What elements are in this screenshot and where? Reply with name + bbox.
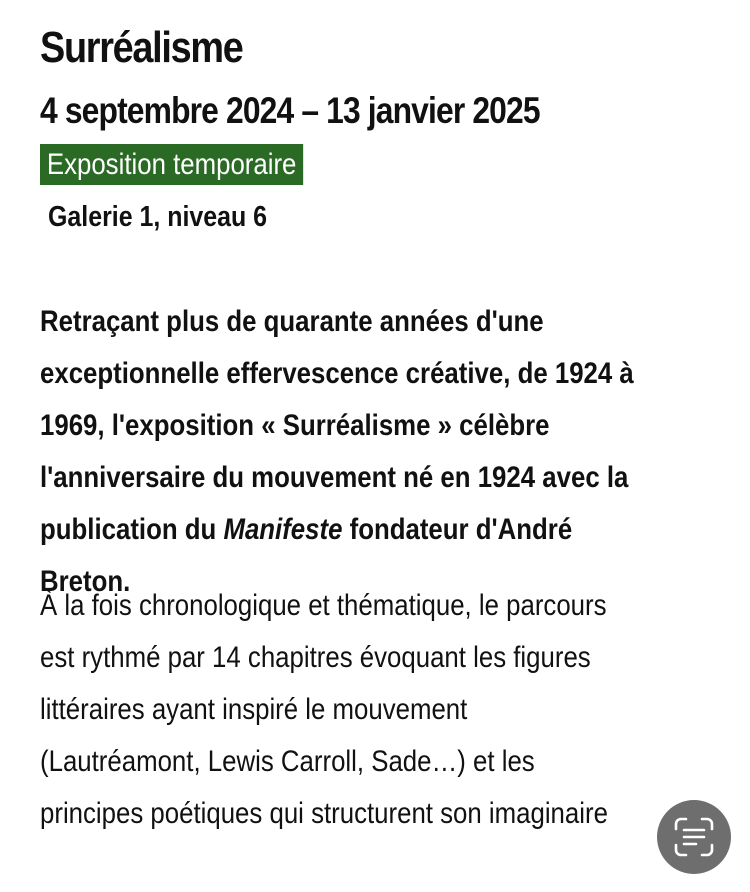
intro-text: fondateur d'André [342,513,573,546]
intro-paragraph [40,296,711,608]
intro-line: l'anniversaire du mouvement né en 1924 avec la [40,461,629,494]
body-line: littéraires ayant inspiré le mouvement [40,693,468,726]
body-line: À la fois chronologique et thématique, le parcours [40,589,607,622]
body-paragraph [40,580,711,840]
exhibition-info [40,18,710,840]
exhibition-dates: 4 septembre 2024 – 13 janvier 2025 [40,90,540,131]
exhibition-location: Galerie 1, niveau 6 [48,201,268,233]
exhibition-type-badge: Exposition temporaire [40,144,303,185]
body-line: (Lautréamont, Lewis Carroll, Sade…) et les [40,745,535,778]
manifeste-title: Manifeste [223,513,343,546]
intro-line: exceptionnelle effervescence créative, de 1924 à [40,357,634,390]
intro-line: Breton. [40,565,131,598]
body-line: est rythmé par 14 chapitres évoquant les figures [40,641,591,674]
page-title: Surréalisme [40,23,243,72]
text-scan-button[interactable] [657,800,731,874]
badge-container [40,144,710,185]
intro-text: publication du [40,513,224,546]
body-line: principes poétiques qui structurent son imaginaire [40,797,608,830]
intro-line [40,504,711,556]
text-scan-icon [672,815,716,859]
intro-line: Retraçant plus de quarante années d'une [40,305,544,338]
intro-line: 1969, l'exposition « Surréalisme » célèbre [40,409,550,442]
